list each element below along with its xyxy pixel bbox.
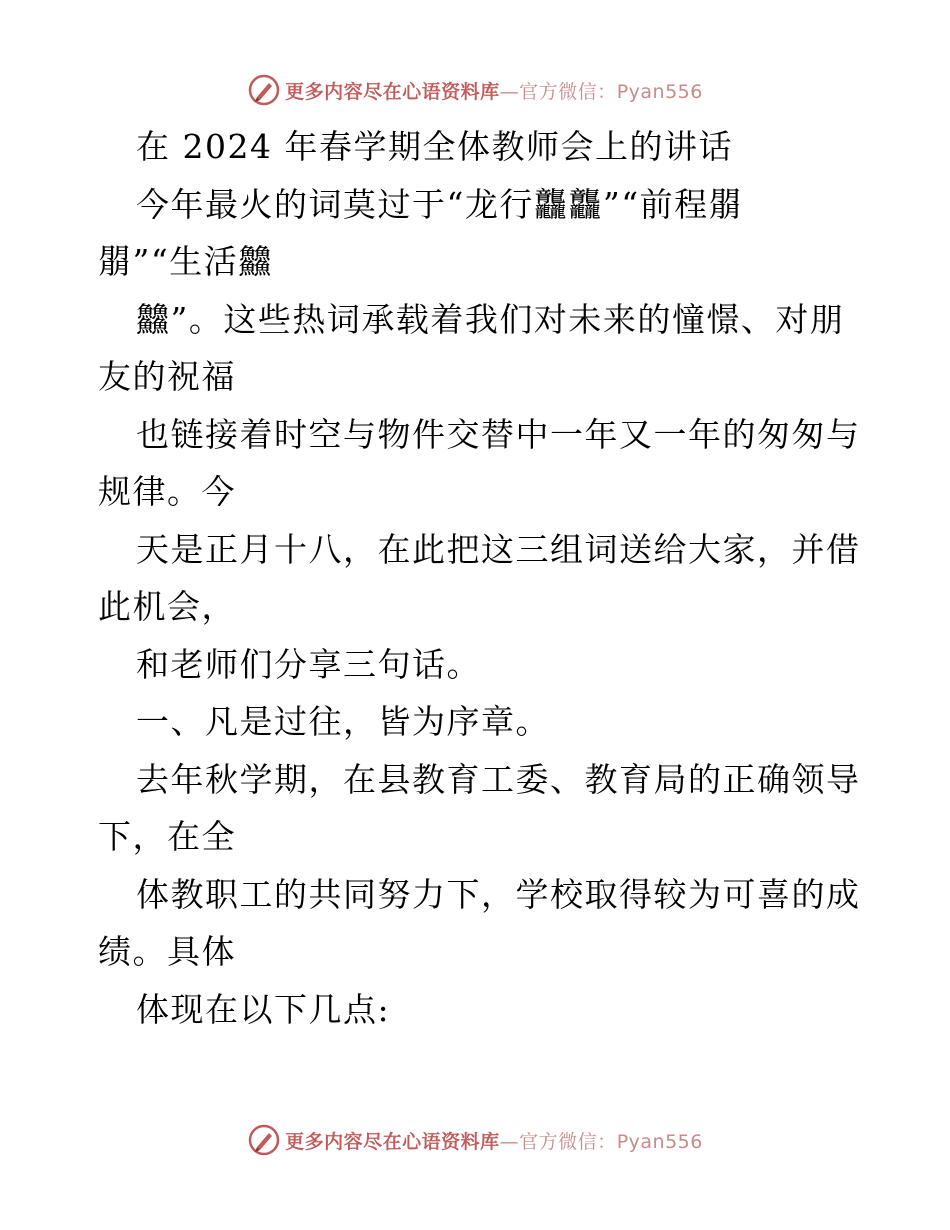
paragraph-line: 今年最火的词莫过于“龙行龘龘”“前程朤 (136, 184, 744, 224)
paragraph-line: 天是正月十八，在此把这三组词送给大家，并借 (136, 529, 861, 569)
paragraph-line: 朤”“生活䲜 (98, 242, 273, 281)
paragraph-line: 规律。今 (98, 472, 236, 511)
footer-watermark (0, 1120, 950, 1160)
document-title: 在 2024 年春学期全体教师会上的讲话 (136, 127, 733, 166)
paragraph-line: 绩。具体 (98, 932, 236, 971)
header-watermark (0, 70, 950, 110)
paragraph-line: 也链接着时空与物件交替中一年又一年的匆匆与 (136, 414, 861, 454)
paragraph-line: 去年秋学期，在县教育工委、教育局的正确领导 (136, 759, 861, 799)
watermark-text: 更多内容尽在心语资料库—官方微信：Pyan556 (285, 1130, 703, 1153)
paragraph-line: 和老师们分享三句话。 (136, 644, 481, 684)
section-heading: 一、凡是过往，皆为序章。 (136, 702, 550, 741)
paragraph-line: 䲜”。这些热词承载着我们对未来的憧憬、对朋 (136, 299, 845, 339)
paragraph-line: 友的祝福 (98, 357, 236, 396)
watermark-text: 更多内容尽在心语资料库—官方微信：Pyan556 (285, 80, 703, 103)
document-body (98, 118, 861, 1038)
paragraph-line: 下，在全 (98, 817, 236, 856)
pen-logo-icon (247, 1123, 281, 1157)
paragraph-line: 体教职工的共同努力下，学校取得较为可喜的成 (136, 874, 861, 914)
paragraph-line: 此机会， (98, 587, 236, 626)
pen-logo-icon (247, 73, 281, 107)
paragraph-line: 体现在以下几点: (136, 989, 391, 1029)
